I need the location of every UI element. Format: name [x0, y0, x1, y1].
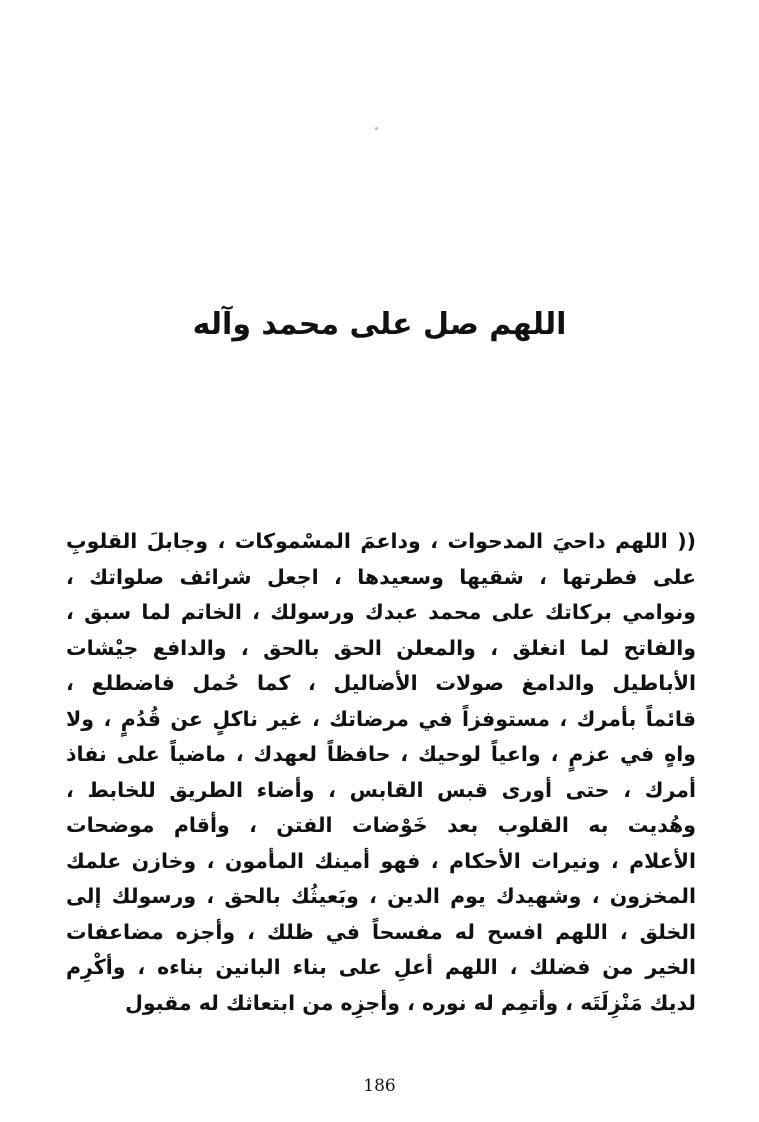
text-line: لديك مَنْزِلَتَه ، وأتمِم له نوره ، وأجزِه من ابتعاثك له مقبول [125, 990, 696, 1015]
text-line: الخير من فضلك ، اللهم أعلِ على بناء البانين بناءه ، وأكْرِم [66, 955, 696, 979]
text-line: أمرك ، حتى أورى قبس القابس ، وأضاء الطريق للخابط ، [66, 777, 696, 802]
page-title: اللهم صل على محمد وآله [192, 307, 567, 342]
text-line: المخزون ، وشهيدك يوم الدين ، وبَعيثُك بالحق ، ورسولك إلى [66, 884, 696, 908]
text-line: قائماً بأمرك ، مستوفزاً في مرضاتك ، غير ناكلٍ عن قُدُمٍ ، ولا [66, 706, 696, 731]
text-line: والفاتح لما انغلق ، والمعلن الحق بالحق ، والدافع جيْشات [66, 635, 696, 660]
paper-speck [375, 127, 378, 130]
text-line: وهُديت به القلوب بعد خَوْضات الفتن ، وأقام موضحات [66, 813, 696, 837]
page-number: 186 [363, 1076, 396, 1096]
text-line: (( اللهم داحيَ المدحوات ، وداعمَ المسْموكات ، وجابلَ القلوبِ [66, 529, 696, 553]
prayer-text [66, 524, 696, 1021]
text-line: الأعلام ، ونيرات الأحكام ، فهو أمينك المأمون ، وخازن علمك [66, 848, 696, 873]
text-line: ونوامي بركاتك على محمد عبدك ورسولك ، الخاتم لما سبق ، [66, 600, 696, 624]
text-line: الخلق ، اللهم افسح له مفسحاً في ظلك ، وأجزه مضاعفات [66, 919, 696, 944]
text-line: على فطرتها ، شقيها وسعيدها ، اجعل شرائف صلواتك ، [66, 564, 696, 589]
text-line: الأباطيل والدامغ صولات الأضاليل ، كما حُمل فاضطلع ، [66, 671, 696, 695]
text-line: واهٍ في عزمٍ ، واعياً لوحيك ، حافظاً لعهدك ، ماضياً على نفاذ [66, 742, 696, 766]
